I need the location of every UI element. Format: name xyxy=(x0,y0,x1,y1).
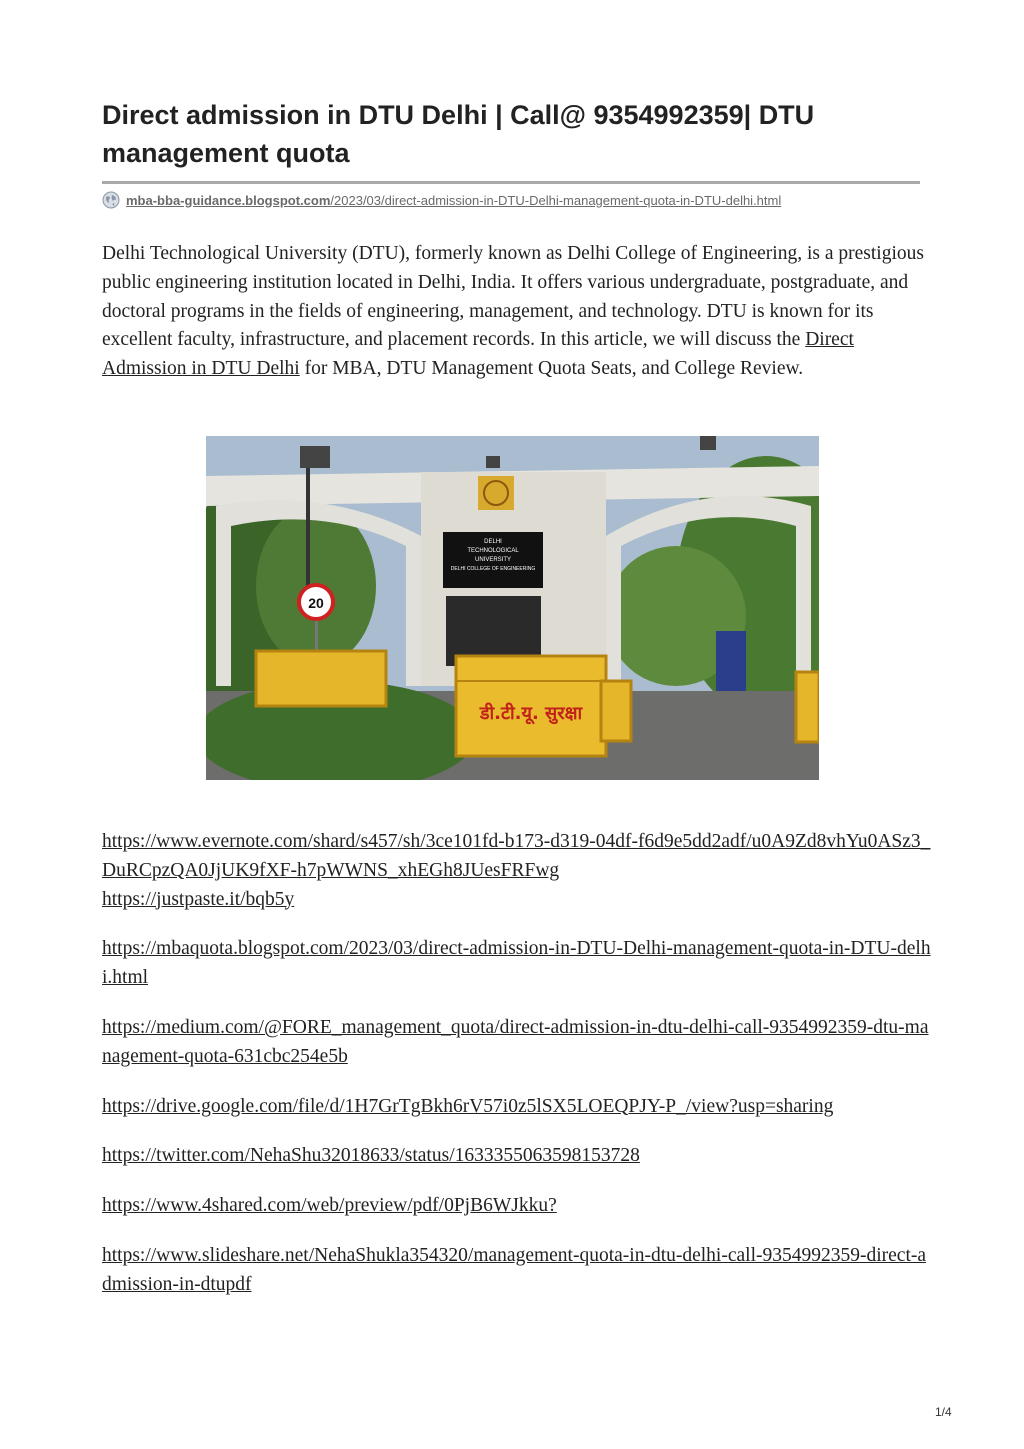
page-title: Direct admission in DTU Delhi | Call@ 9354992359| DTU management quota xyxy=(102,100,815,168)
evernote-link[interactable]: https://www.evernote.com/shard/s457/sh/3ce101fd-b173-d319-04df-f6d9e5dd2adf/u0A9Zd8vhYu0ASz3_DuRCpzQA0JjUK9fXF-h7pWWNS_xhEGh8JUesFRFwg xyxy=(102,831,931,881)
barricade-right xyxy=(796,672,819,742)
source-url[interactable] xyxy=(102,190,781,210)
dtu-gate-illustration xyxy=(206,436,819,780)
barricade-side xyxy=(601,681,631,741)
intro-paragraph xyxy=(102,240,924,384)
source-domain[interactable]: mba-bba-guidance.blogspot.com xyxy=(126,192,331,208)
link-item xyxy=(102,828,932,886)
dtu-gate-photo xyxy=(206,436,819,780)
page-number: 1/4 xyxy=(935,1405,952,1419)
board-line-1: DELHI xyxy=(484,539,502,545)
4shared-link[interactable]: https://www.4shared.com/web/preview/pdf/0PjB6WJkku? xyxy=(102,1195,557,1217)
mbaquota-link[interactable]: https://mbaquota.blogspot.com/2023/03/direct-admission-in-DTU-Delhi-management-quota-in-DTU-delhi.html xyxy=(102,938,931,989)
barricade-label: डी.टी.यू. सुरक्षा xyxy=(479,703,583,724)
speed-sign-value: 20 xyxy=(308,595,324,611)
blue-board xyxy=(716,631,746,691)
direct-admission-link[interactable]: Direct Admission in DTU Delhi xyxy=(102,329,854,380)
lamp-left xyxy=(300,446,330,468)
source-path[interactable]: /2023/03/direct-admission-in-DTU-Delhi-management-quota-in-DTU-delhi.html xyxy=(330,192,782,208)
intro-text: Delhi Technological University (DTU), formerly known as Delhi College of Engineering, is a prestigious public engineering institution located in Delhi, India. It offers various undergraduate, postgraduate, and doctoral programs in the fields of engineering, management, and technology. DTU is known for its excellent faculty, infrastructure, and placement records. In this article, we will discuss the xyxy=(102,243,924,351)
intro-text-end: for MBA, DTU Management Quota Seats, and College Review. xyxy=(299,358,804,380)
globe-icon xyxy=(102,191,120,209)
link-item xyxy=(102,886,932,915)
lamp-center xyxy=(486,456,500,468)
link-item xyxy=(102,935,932,993)
reference-links xyxy=(102,828,932,1321)
board-line-2: TECHNOLOGICAL xyxy=(467,548,519,554)
link-item xyxy=(102,1242,932,1300)
board-line-3: UNIVERSITY xyxy=(474,557,512,563)
link-item xyxy=(102,1192,932,1221)
google-drive-link[interactable]: https://drive.google.com/file/d/1H7GrTgBkh6rV57i0z5lSX5LOEQPJY-P_/view?usp=sharing xyxy=(102,1095,834,1117)
link-item xyxy=(102,1142,932,1171)
barricade-left xyxy=(256,651,386,706)
title-divider xyxy=(102,181,920,184)
link-item xyxy=(102,1014,932,1072)
twitter-link[interactable]: https://twitter.com/NehaShu32018633/status/1633355063598153728 xyxy=(102,1145,640,1167)
medium-link[interactable]: https://medium.com/@FORE_management_quota/direct-admission-in-dtu-delhi-call-9354992359-dtu-management-quota-631cbc254e5b xyxy=(102,1016,929,1067)
link-item xyxy=(102,1093,932,1122)
justpaste-link[interactable]: https://justpaste.it/bqb5y xyxy=(102,888,295,910)
slideshare-link[interactable]: https://www.slideshare.net/NehaShukla354320/management-quota-in-dtu-delhi-call-9354992359-direct-admission-in-dtupdf xyxy=(102,1244,927,1295)
lamp-post-left xyxy=(306,446,310,596)
board-line-4: DELHI COLLEGE OF ENGINEERING xyxy=(450,566,536,572)
lamp-right xyxy=(700,436,716,450)
